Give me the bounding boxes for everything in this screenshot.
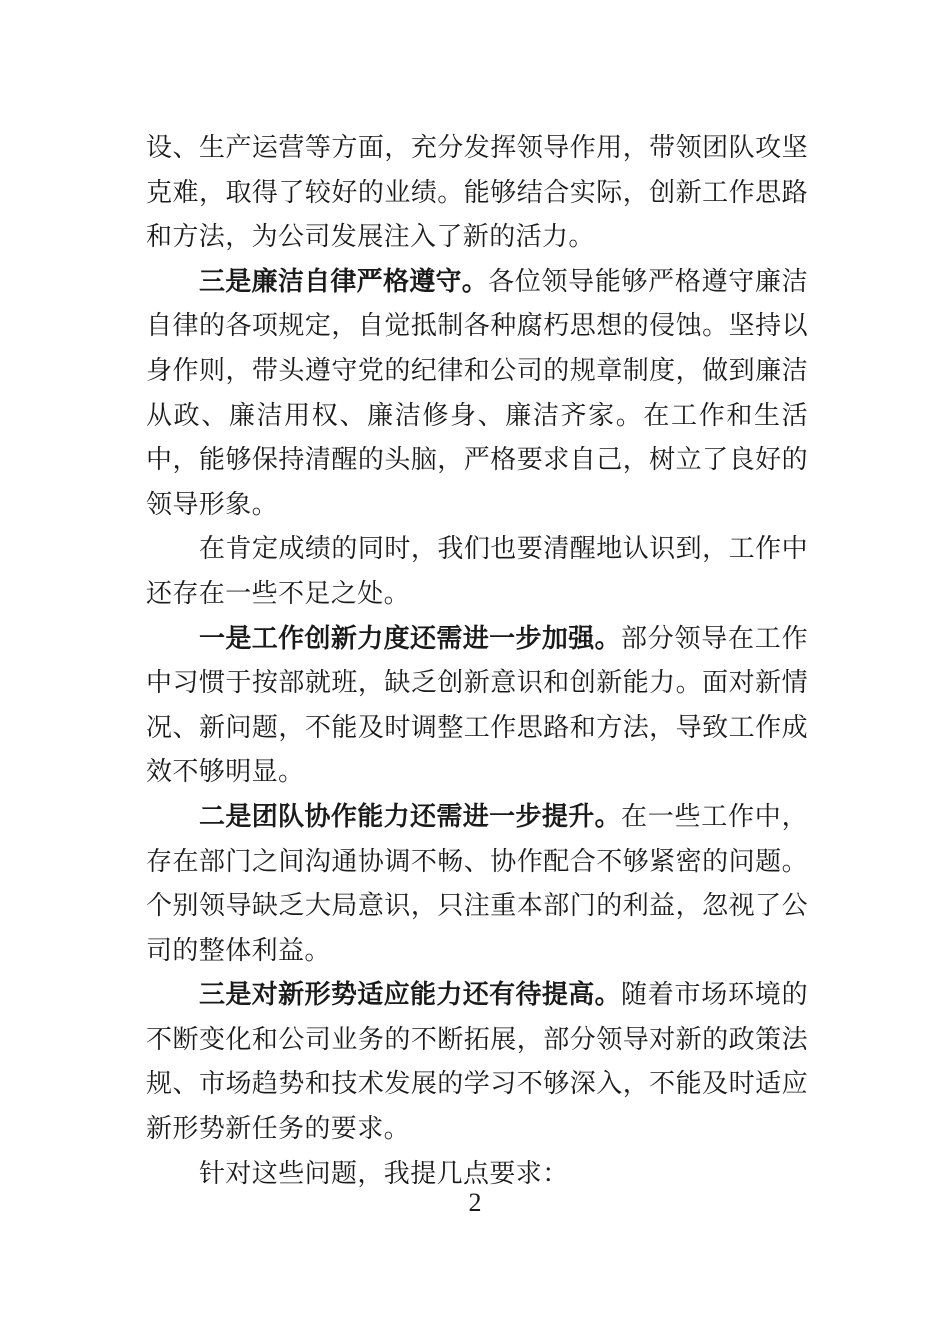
paragraph-text: 各位领导能够严格遵守廉洁自律的各项规定，自觉抵制各种腐朽思想的侵蚀。坚持以身作则，带头遵守党的纪律和公司的规章制度，做到廉洁从政、廉洁用权、廉洁修身、廉洁齐家。在工作和生活中，能够保持清醒的头脑，严格要求自己，树立了良好的领导形象。 xyxy=(146,266,808,520)
paragraph-innovation xyxy=(146,617,808,795)
paragraph-heading: 三是对新形势适应能力还有待提高。 xyxy=(199,980,621,1011)
document-page xyxy=(146,126,808,1196)
paragraph-text: 部分领导在工作中习惯于按部就班，缺乏创新意识和创新能力。面对新情况、新问题，不能及时调整工作思路和方法，导致工作成效不够明显。 xyxy=(146,623,808,788)
paragraph-continuation xyxy=(146,126,808,260)
paragraph-text: 设、生产运营等方面，充分发挥领导作用，带领团队攻坚克难，取得了较好的业绩。能够结合实际，创新工作思路和方法，为公司发展注入了新的活力。 xyxy=(146,133,808,253)
paragraph-transition xyxy=(146,527,808,616)
paragraph-text: 针对这些问题，我提几点要求： xyxy=(199,1158,569,1189)
paragraph-heading: 三是廉洁自律严格遵守。 xyxy=(199,266,489,297)
paragraph-heading: 一是工作创新力度还需进一步加强。 xyxy=(199,623,621,654)
paragraph-adaptability xyxy=(146,973,808,1151)
paragraph-integrity xyxy=(146,260,808,528)
paragraph-teamwork xyxy=(146,795,808,973)
paragraph-text: 在肯定成绩的同时，我们也要清醒地认识到，工作中还存在一些不足之处。 xyxy=(146,534,808,609)
paragraph-text: 在一些工作中，存在部门之间沟通协调不畅、协作配合不够紧密的问题。个别领导缺乏大局意识，只注重本部门的利益，忽视了公司的整体利益。 xyxy=(146,801,808,966)
paragraph-text: 随着市场环境的不断变化和公司业务的不断拓展，部分领导对新的政策法规、市场趋势和技术发展的学习不够深入，不能及时适应新形势新任务的要求。 xyxy=(146,980,808,1145)
page-number: 2 xyxy=(468,1188,482,1217)
paragraph-heading: 二是团队协作能力还需进一步提升。 xyxy=(199,801,621,832)
